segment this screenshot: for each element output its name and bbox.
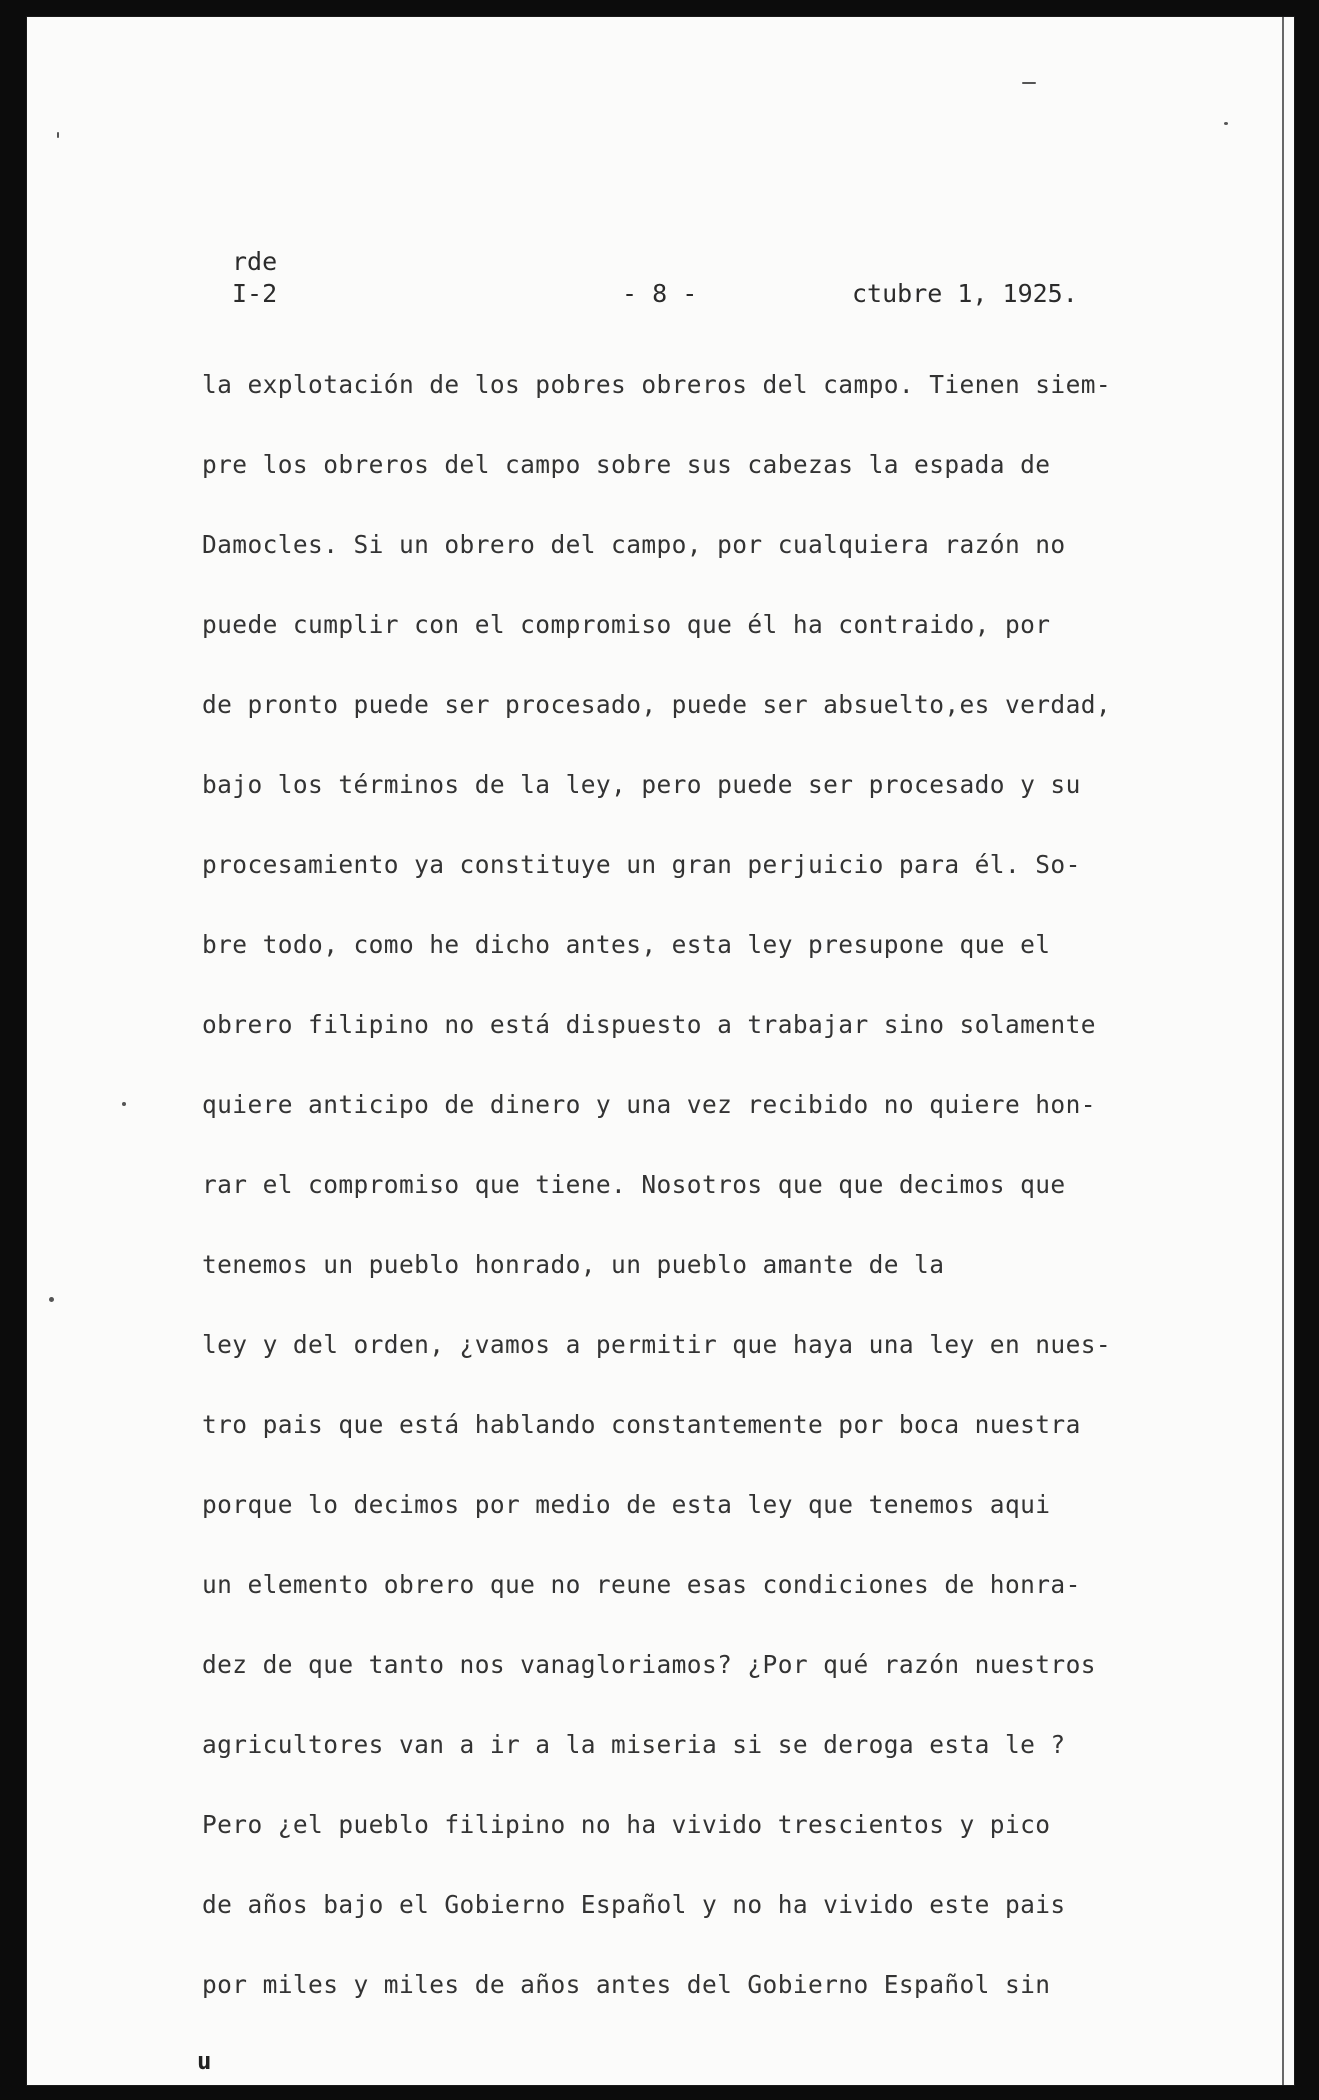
body-line: tro pais que está hablando constantemente por boca nuestra xyxy=(202,1410,1081,1439)
body-line: tenemos un pueblo honrado, un pueblo amante de la xyxy=(202,1250,945,1279)
scan-speck xyxy=(1224,122,1228,125)
footer-mark: u xyxy=(197,2047,212,2075)
document-header xyxy=(232,247,1132,311)
body-line: de pronto puede ser procesado, puede ser absuelto,es verdad, xyxy=(202,690,1112,719)
body-line: procesamiento ya constituye un gran perjuicio para él. So- xyxy=(202,850,1081,879)
body-line: ley y del orden, ¿vamos a permitir que haya una ley en nues- xyxy=(202,1330,1112,1359)
header-label: rde xyxy=(232,247,278,276)
header-row-1 xyxy=(232,247,1132,279)
header-code: I-2 xyxy=(232,279,278,308)
scan-speck xyxy=(122,1102,126,1106)
header-date: ctubre 1, 1925. xyxy=(852,279,1078,308)
body-line: rar el compromiso que tiene. Nosotros que que decimos que xyxy=(202,1170,1066,1199)
body-line: quiere anticipo de dinero y una vez recibido no quiere hon- xyxy=(202,1090,1096,1119)
body-line: un elemento obrero que no reune esas condiciones de honra- xyxy=(202,1570,1081,1599)
document-body xyxy=(202,367,1222,2047)
body-line: Damocles. Si un obrero del campo, por cualquiera razón no xyxy=(202,530,1066,559)
body-line: Pero ¿el pueblo filipino no ha vivido trescientos y pico xyxy=(202,1810,1051,1839)
body-line: bajo los términos de la ley, pero puede ser procesado y su xyxy=(202,770,1081,799)
document-page xyxy=(27,17,1294,2085)
header-row-2 xyxy=(232,279,1132,311)
body-line: dez de que tanto nos vanagloriamos? ¿Por qué razón nuestros xyxy=(202,1650,1096,1679)
body-line: obrero filipino no está dispuesto a trabajar sino solamente xyxy=(202,1010,1096,1039)
page-edge-shadow xyxy=(1282,17,1284,2085)
body-line: puede cumplir con el compromiso que él ha contraido, por xyxy=(202,610,1051,639)
scan-speck xyxy=(1022,82,1036,84)
body-line: de años bajo el Gobierno Español y no ha vivido este pais xyxy=(202,1890,1066,1919)
scan-speck xyxy=(57,132,59,138)
body-line: agricultores van a ir a la miseria si se deroga esta le ? xyxy=(202,1730,1066,1759)
body-line: la explotación de los pobres obreros del campo. Tienen siem- xyxy=(202,370,1112,399)
body-line: pre los obreros del campo sobre sus cabezas la espada de xyxy=(202,450,1051,479)
body-line: bre todo, como he dicho antes, esta ley presupone que el xyxy=(202,930,1051,959)
page-number: - 8 - xyxy=(622,279,698,308)
body-line: porque lo decimos por medio de esta ley que tenemos aqui xyxy=(202,1490,1051,1519)
scan-speck xyxy=(49,1297,54,1302)
body-line: por miles y miles de años antes del Gobierno Español sin xyxy=(202,1970,1051,1999)
